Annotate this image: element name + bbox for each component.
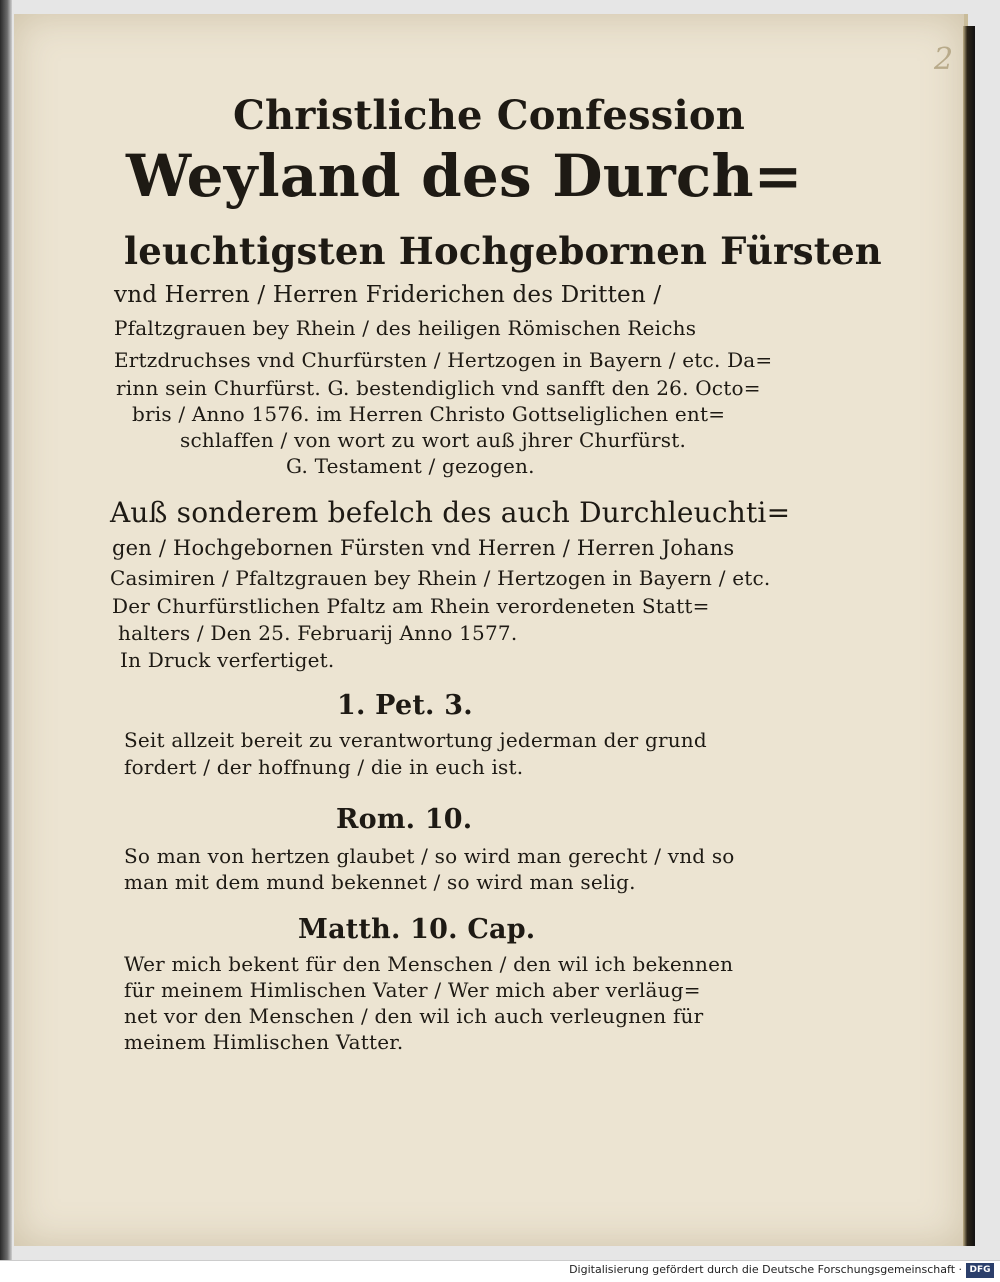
document-page <box>14 14 968 1246</box>
title-line-1: Christliche Confession <box>232 92 746 139</box>
page-number: 2 <box>934 42 954 77</box>
verse-line: für meinem Himlischen Vater / Wer mich aber verläug= <box>124 978 701 1002</box>
section2-line: Casimiren / Pfaltzgrauen bey Rhein / Hertzogen in Bayern / etc. <box>110 566 771 590</box>
section2-line: In Druck verfertiget. <box>120 648 335 672</box>
verse-reference: Matth. 10. Cap. <box>298 914 536 945</box>
verse-line: Wer mich bekent für den Menschen / den wil ich bekennen <box>124 952 734 976</box>
verse-line: fordert / der hoffnung / die in euch ist. <box>124 755 524 779</box>
verse-reference: Rom. 10. <box>336 804 473 835</box>
body-line: G. Testament / gezogen. <box>286 454 535 478</box>
page-text <box>14 14 964 1246</box>
section2-line: Der Churfürstlichen Pfaltz am Rhein verordeneten Statt= <box>112 594 710 618</box>
body-line: schlaffen / von wort zu wort auß jhrer Churfürst. <box>180 428 687 452</box>
verse-line: net vor den Menschen / den wil ich auch verleugnen für <box>124 1004 704 1028</box>
body-line: Ertzdruchses vnd Churfürsten / Hertzogen in Bayern / etc. Da= <box>114 348 773 372</box>
dfg-logo: DFG <box>966 1263 994 1278</box>
verse-line: meinem Himlischen Vatter. <box>124 1030 404 1054</box>
book-spine-shadow <box>0 0 12 1260</box>
body-line: Pfaltzgrauen bey Rhein / des heiligen Römischen Reichs <box>114 316 697 340</box>
verse-line: Seit allzeit bereit zu verantwortung jederman der grund <box>124 728 707 752</box>
section2-line: halters / Den 25. Februarij Anno 1577. <box>118 621 518 645</box>
verse-line: So man von hertzen glaubet / so wird man gerecht / vnd so <box>124 844 735 868</box>
verse-line: man mit dem mund bekennet / so wird man selig. <box>124 870 636 894</box>
title-line-3: leuchtigsten Hochgebornen Fürsten <box>124 229 882 273</box>
footer-credit: Digitalisierung gefördert durch die Deutsche Forschungsgemeinschaft · <box>569 1263 962 1276</box>
body-line: vnd Herren / Herren Friderichen des Dritten / <box>114 282 662 308</box>
book-edge-shadow <box>963 26 975 1246</box>
body-line: rinn sein Churfürst. G. bestendiglich vnd sanfft den 26. Octo= <box>116 376 761 400</box>
verse-reference: 1. Pet. 3. <box>337 690 473 721</box>
section2-line: Auß sonderem befelch des auch Durchleuchti= <box>110 496 791 529</box>
section2-line: gen / Hochgebornen Fürsten vnd Herren / Herren Johans <box>112 536 735 560</box>
footer-bar <box>0 1260 1000 1282</box>
body-line: bris / Anno 1576. im Herren Christo Gottseliglichen ent= <box>132 402 726 426</box>
title-line-2: Weyland des Durch= <box>126 142 803 210</box>
